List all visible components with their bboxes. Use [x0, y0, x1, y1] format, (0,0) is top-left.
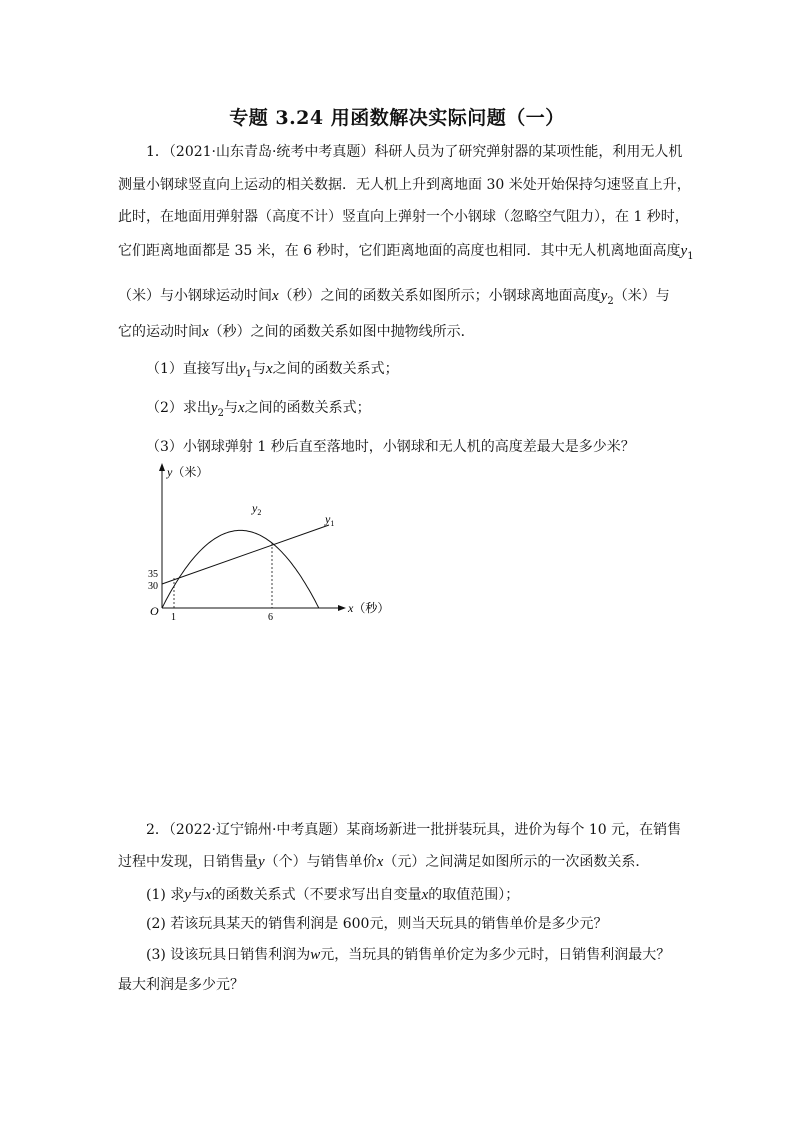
- problem1-line2: 测量小钢球竖直向上运动的相关数据．无人机上升到离地面 30 米处开始保持匀速竖直上升，: [118, 177, 691, 193]
- x-axis-arrow: [338, 605, 346, 611]
- problem1-line3: 此时，在地面用弹射器（高度不计）竖直向上弹射一个小钢球（忽略空气阻力），在 1 秒时，: [118, 209, 689, 225]
- label-y2: $y_2$: [252, 501, 262, 517]
- tick-label-35: 35: [148, 569, 158, 580]
- parabola-y2: [162, 530, 319, 608]
- y-axis-arrow: [159, 463, 165, 471]
- problem2-question3: (3) 设该玩具日销售利润为w元，当玩具的销售单价定为多少元时，日销售利润最大？: [146, 947, 671, 963]
- problem1-question2: （2）求出$y_2$与x之间的函数关系式；: [146, 400, 371, 419]
- problem1-line4: 它们距离地面都是 35 米，在 6 秒时，它们距离地面的高度也相同．其中无人机离地面高度$y_1$: [118, 243, 694, 262]
- problem1-question3: （3）小钢球弹射 1 秒后直至落地时，小钢球和无人机的高度差最大是多少米？: [146, 439, 635, 455]
- y-axis-label: y（米）: [167, 465, 209, 479]
- problem2-line1: 2．（2022·辽宁锦州·中考真题）某商场新进一批拼装玩具，进价为每个 10 元，在销售: [146, 822, 682, 838]
- problem2-question2: (2) 若该玩具某天的销售利润是 600元，则当天玩具的销售单价是多少元？: [146, 916, 608, 932]
- problem1-question1: （1）直接写出$y_1$与x之间的函数关系式；: [146, 361, 399, 380]
- origin-label: O: [150, 604, 159, 618]
- problem1-line5: （米）与小钢球运动时间x（秒）之间的函数关系如图所示；小钢球离地面高度$y_2$（米）与: [118, 288, 670, 307]
- problem1-line1: 1．（2021·山东青岛·统考中考真题）科研人员为了研究弹射器的某项性能，利用无人机: [146, 144, 683, 160]
- problem2-question1: (1) 求y与x的函数关系式（不要求写出自变量x的取值范围）；: [146, 887, 520, 903]
- tick-label-1: 1: [171, 612, 176, 623]
- line-y1: [162, 525, 329, 584]
- x-axis-label: x（秒）: [348, 601, 390, 615]
- label-y1: $y_1$: [325, 512, 335, 528]
- problem1-line6: 它的运动时间x（秒）之间的函数关系如图中抛物线所示．: [118, 324, 475, 340]
- problem2-question3-line2: 最大利润是多少元？: [118, 977, 244, 993]
- tick-label-6: 6: [268, 612, 273, 623]
- problem2-line2: 过程中发现，日销售量y（个）与销售单价x（元）之间满足如图所示的一次函数关系．: [118, 854, 650, 870]
- tick-label-30: 30: [148, 581, 158, 592]
- function-graph: [145, 460, 390, 630]
- page-title: 专题 3.24 用函数解决实际问题（一）: [229, 107, 565, 129]
